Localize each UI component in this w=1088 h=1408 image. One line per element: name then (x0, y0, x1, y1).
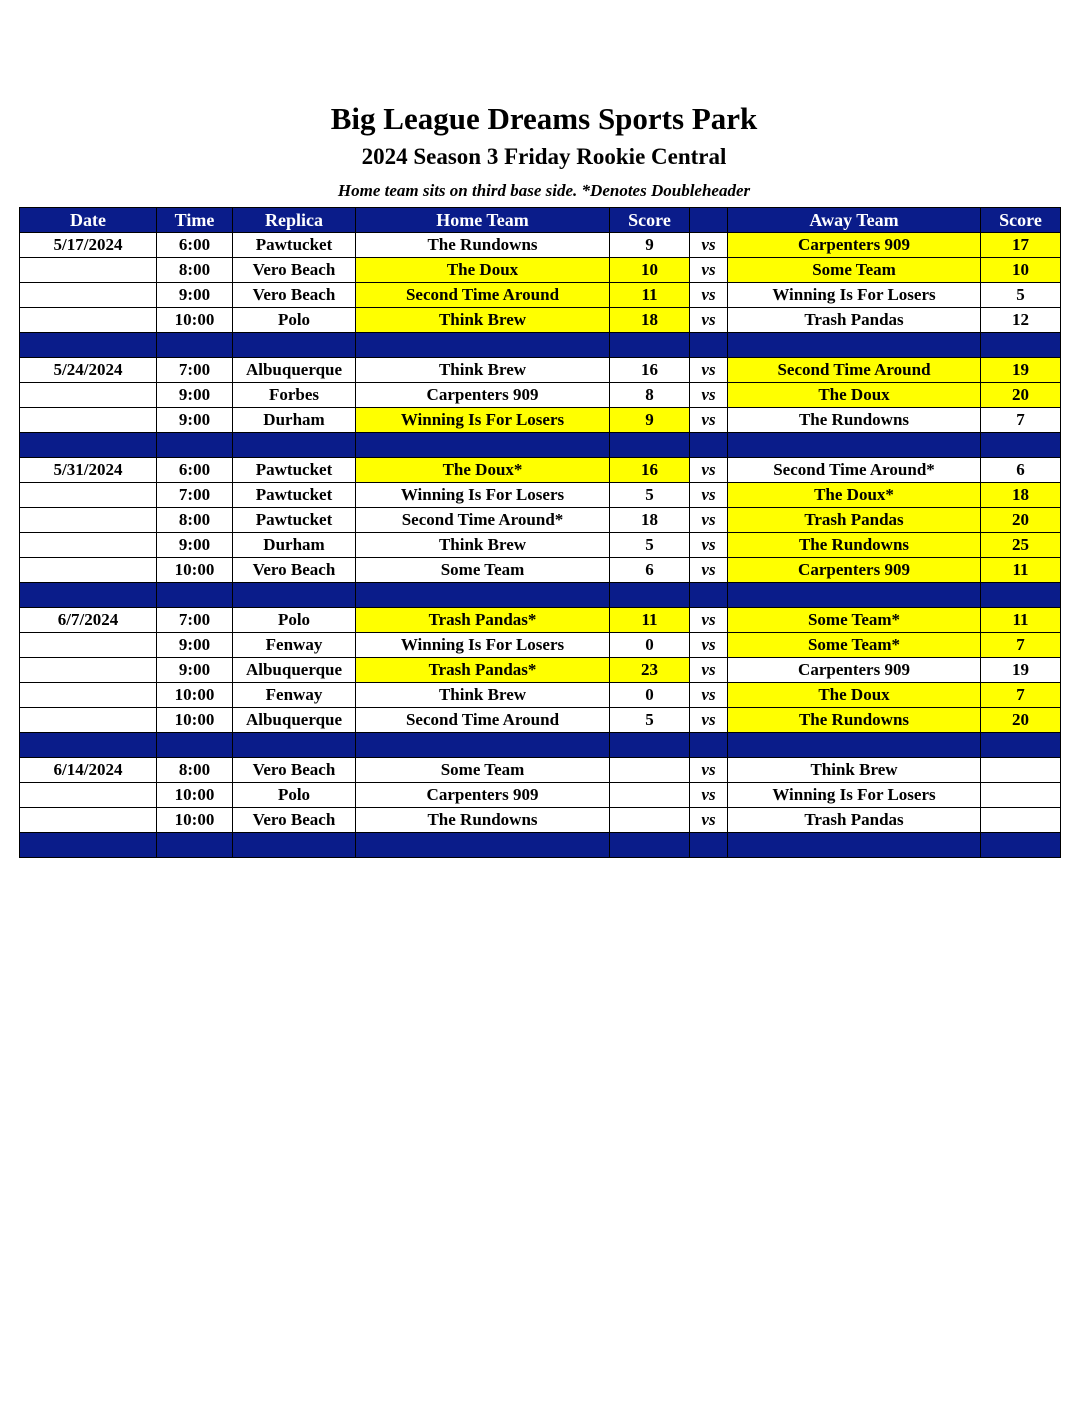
home-score: 8 (610, 383, 690, 408)
game-replica: Polo (233, 608, 356, 633)
header-home-team: Home Team (356, 208, 610, 233)
vs-label: vs (690, 308, 728, 333)
home-score: 5 (610, 533, 690, 558)
separator-cell (233, 333, 356, 358)
home-team: Think Brew (356, 358, 610, 383)
game-replica: Polo (233, 783, 356, 808)
game-date (20, 533, 157, 558)
away-score: 19 (981, 358, 1061, 383)
home-team: Think Brew (356, 533, 610, 558)
home-team: Second Time Around* (356, 508, 610, 533)
game-date (20, 683, 157, 708)
game-replica: Vero Beach (233, 558, 356, 583)
away-score (981, 808, 1061, 833)
schedule-body (20, 233, 1061, 858)
separator-cell (20, 333, 157, 358)
separator-cell (233, 833, 356, 858)
game-replica: Durham (233, 533, 356, 558)
away-team: Winning Is For Losers (728, 283, 981, 308)
game-row (20, 558, 1061, 583)
home-team: The Doux (356, 258, 610, 283)
separator-cell (20, 433, 157, 458)
vs-label: vs (690, 558, 728, 583)
game-replica: Polo (233, 308, 356, 333)
home-score: 18 (610, 508, 690, 533)
week-separator-row (20, 333, 1061, 358)
game-time: 8:00 (157, 758, 233, 783)
game-replica: Fenway (233, 633, 356, 658)
home-team: Carpenters 909 (356, 783, 610, 808)
separator-cell (356, 833, 610, 858)
vs-label: vs (690, 783, 728, 808)
header-row (20, 208, 1061, 233)
game-row (20, 533, 1061, 558)
away-score: 25 (981, 533, 1061, 558)
game-row (20, 808, 1061, 833)
separator-cell (356, 333, 610, 358)
game-time: 9:00 (157, 633, 233, 658)
game-time: 9:00 (157, 658, 233, 683)
vs-label: vs (690, 708, 728, 733)
game-time: 7:00 (157, 483, 233, 508)
game-replica: Albuquerque (233, 708, 356, 733)
game-time: 10:00 (157, 558, 233, 583)
home-score: 6 (610, 558, 690, 583)
separator-cell (981, 333, 1061, 358)
away-team: Carpenters 909 (728, 658, 981, 683)
game-row (20, 358, 1061, 383)
game-replica: Vero Beach (233, 283, 356, 308)
game-row (20, 683, 1061, 708)
game-replica: Vero Beach (233, 258, 356, 283)
away-team: Trash Pandas (728, 508, 981, 533)
away-team: The Rundowns (728, 708, 981, 733)
game-row (20, 408, 1061, 433)
header-date: Date (20, 208, 157, 233)
vs-label: vs (690, 533, 728, 558)
week-separator-row (20, 833, 1061, 858)
game-date (20, 508, 157, 533)
game-row (20, 458, 1061, 483)
game-replica: Pawtucket (233, 508, 356, 533)
home-team: Some Team (356, 758, 610, 783)
week-separator-row (20, 733, 1061, 758)
home-score: 5 (610, 483, 690, 508)
game-date (20, 558, 157, 583)
game-time: 8:00 (157, 508, 233, 533)
away-score: 5 (981, 283, 1061, 308)
game-date (20, 708, 157, 733)
game-date (20, 308, 157, 333)
vs-label: vs (690, 258, 728, 283)
separator-cell (981, 733, 1061, 758)
vs-label: vs (690, 608, 728, 633)
game-time: 7:00 (157, 358, 233, 383)
header-home-score: Score (610, 208, 690, 233)
separator-cell (157, 433, 233, 458)
home-team: Think Brew (356, 683, 610, 708)
away-team: Some Team* (728, 608, 981, 633)
game-date: 6/7/2024 (20, 608, 157, 633)
home-team: Trash Pandas* (356, 608, 610, 633)
game-time: 9:00 (157, 408, 233, 433)
away-score: 11 (981, 558, 1061, 583)
game-date (20, 633, 157, 658)
game-time: 10:00 (157, 808, 233, 833)
separator-cell (233, 733, 356, 758)
home-team: The Rundowns (356, 808, 610, 833)
separator-cell (690, 833, 728, 858)
schedule-note: Home team sits on third base side. *Denotes Doubleheader (337, 181, 751, 200)
game-time: 8:00 (157, 258, 233, 283)
header-vs (690, 208, 728, 233)
away-score: 20 (981, 508, 1061, 533)
home-score (610, 783, 690, 808)
vs-label: vs (690, 758, 728, 783)
separator-cell (20, 733, 157, 758)
separator-cell (728, 833, 981, 858)
home-team: Second Time Around (356, 283, 610, 308)
separator-cell (610, 833, 690, 858)
game-time: 10:00 (157, 783, 233, 808)
away-score: 7 (981, 683, 1061, 708)
schedule-table (19, 207, 1061, 858)
separator-cell (356, 583, 610, 608)
game-date (20, 808, 157, 833)
home-team: Winning Is For Losers (356, 483, 610, 508)
away-team: Trash Pandas (728, 308, 981, 333)
game-row (20, 508, 1061, 533)
separator-cell (157, 833, 233, 858)
game-time: 7:00 (157, 608, 233, 633)
vs-label: vs (690, 283, 728, 308)
game-replica: Forbes (233, 383, 356, 408)
home-team: Winning Is For Losers (356, 633, 610, 658)
game-time: 9:00 (157, 383, 233, 408)
separator-cell (981, 833, 1061, 858)
home-team: Think Brew (356, 308, 610, 333)
game-time: 10:00 (157, 708, 233, 733)
game-replica: Vero Beach (233, 808, 356, 833)
away-score: 12 (981, 308, 1061, 333)
home-score: 9 (610, 408, 690, 433)
game-replica: Pawtucket (233, 458, 356, 483)
game-replica: Albuquerque (233, 358, 356, 383)
header-time: Time (157, 208, 233, 233)
away-team: Second Time Around* (728, 458, 981, 483)
home-score: 5 (610, 708, 690, 733)
game-date: 5/24/2024 (20, 358, 157, 383)
away-score: 18 (981, 483, 1061, 508)
game-replica: Pawtucket (233, 483, 356, 508)
away-score: 19 (981, 658, 1061, 683)
home-score: 11 (610, 608, 690, 633)
game-date: 5/17/2024 (20, 233, 157, 258)
home-team: Trash Pandas* (356, 658, 610, 683)
vs-label: vs (690, 683, 728, 708)
separator-cell (728, 433, 981, 458)
header-away-team: Away Team (728, 208, 981, 233)
separator-cell (233, 583, 356, 608)
home-team: Winning Is For Losers (356, 408, 610, 433)
game-row (20, 758, 1061, 783)
separator-cell (690, 733, 728, 758)
game-row (20, 708, 1061, 733)
game-date (20, 658, 157, 683)
separator-cell (20, 833, 157, 858)
away-score: 20 (981, 708, 1061, 733)
game-date (20, 383, 157, 408)
week-separator-row (20, 583, 1061, 608)
game-replica: Pawtucket (233, 233, 356, 258)
game-row (20, 233, 1061, 258)
vs-label: vs (690, 408, 728, 433)
vs-label: vs (690, 458, 728, 483)
separator-cell (981, 583, 1061, 608)
game-row (20, 283, 1061, 308)
home-score: 0 (610, 633, 690, 658)
game-date (20, 483, 157, 508)
home-team: Second Time Around (356, 708, 610, 733)
separator-cell (690, 333, 728, 358)
separator-cell (157, 333, 233, 358)
away-team: Trash Pandas (728, 808, 981, 833)
page-subtitle: 2024 Season 3 Friday Rookie Central (361, 144, 727, 169)
home-score (610, 758, 690, 783)
game-row (20, 308, 1061, 333)
game-replica: Vero Beach (233, 758, 356, 783)
away-team: The Doux* (728, 483, 981, 508)
vs-label: vs (690, 233, 728, 258)
vs-label: vs (690, 658, 728, 683)
separator-cell (610, 433, 690, 458)
away-score: 6 (981, 458, 1061, 483)
away-score: 10 (981, 258, 1061, 283)
vs-label: vs (690, 633, 728, 658)
game-time: 9:00 (157, 283, 233, 308)
away-team: Some Team (728, 258, 981, 283)
separator-cell (610, 583, 690, 608)
game-row (20, 258, 1061, 283)
game-row (20, 658, 1061, 683)
separator-cell (157, 733, 233, 758)
away-score: 11 (981, 608, 1061, 633)
separator-cell (728, 583, 981, 608)
home-team: The Rundowns (356, 233, 610, 258)
home-score (610, 808, 690, 833)
game-date (20, 283, 157, 308)
game-row (20, 383, 1061, 408)
home-score: 0 (610, 683, 690, 708)
away-score (981, 783, 1061, 808)
game-row (20, 783, 1061, 808)
vs-label: vs (690, 508, 728, 533)
separator-cell (356, 733, 610, 758)
separator-cell (610, 733, 690, 758)
away-score: 20 (981, 383, 1061, 408)
separator-cell (690, 583, 728, 608)
separator-cell (981, 433, 1061, 458)
vs-label: vs (690, 483, 728, 508)
game-time: 10:00 (157, 308, 233, 333)
separator-cell (690, 433, 728, 458)
home-score: 9 (610, 233, 690, 258)
home-team: Some Team (356, 558, 610, 583)
away-score: 7 (981, 408, 1061, 433)
away-team: Winning Is For Losers (728, 783, 981, 808)
game-date (20, 783, 157, 808)
home-team: Carpenters 909 (356, 383, 610, 408)
separator-cell (728, 333, 981, 358)
home-score: 18 (610, 308, 690, 333)
home-score: 11 (610, 283, 690, 308)
away-team: Second Time Around (728, 358, 981, 383)
game-row (20, 483, 1061, 508)
home-score: 10 (610, 258, 690, 283)
header-replica: Replica (233, 208, 356, 233)
away-score: 7 (981, 633, 1061, 658)
game-date: 5/31/2024 (20, 458, 157, 483)
game-time: 6:00 (157, 458, 233, 483)
game-replica: Durham (233, 408, 356, 433)
home-score: 16 (610, 358, 690, 383)
game-time: 9:00 (157, 533, 233, 558)
game-row (20, 608, 1061, 633)
away-team: The Doux (728, 383, 981, 408)
away-team: Some Team* (728, 633, 981, 658)
vs-label: vs (690, 808, 728, 833)
vs-label: vs (690, 358, 728, 383)
game-replica: Fenway (233, 683, 356, 708)
game-replica: Albuquerque (233, 658, 356, 683)
away-team: The Rundowns (728, 408, 981, 433)
separator-cell (356, 433, 610, 458)
away-team: Carpenters 909 (728, 558, 981, 583)
away-score: 17 (981, 233, 1061, 258)
home-team: The Doux* (356, 458, 610, 483)
week-separator-row (20, 433, 1061, 458)
away-team: Carpenters 909 (728, 233, 981, 258)
game-date (20, 408, 157, 433)
away-team: Think Brew (728, 758, 981, 783)
vs-label: vs (690, 383, 728, 408)
away-team: The Rundowns (728, 533, 981, 558)
game-date: 6/14/2024 (20, 758, 157, 783)
home-score: 16 (610, 458, 690, 483)
home-score: 23 (610, 658, 690, 683)
separator-cell (233, 433, 356, 458)
game-time: 6:00 (157, 233, 233, 258)
game-row (20, 633, 1061, 658)
separator-cell (610, 333, 690, 358)
separator-cell (157, 583, 233, 608)
away-team: The Doux (728, 683, 981, 708)
game-date (20, 258, 157, 283)
separator-cell (20, 583, 157, 608)
game-time: 10:00 (157, 683, 233, 708)
header-away-score: Score (981, 208, 1061, 233)
separator-cell (728, 733, 981, 758)
away-score (981, 758, 1061, 783)
page-title: Big League Dreams Sports Park (330, 101, 758, 136)
